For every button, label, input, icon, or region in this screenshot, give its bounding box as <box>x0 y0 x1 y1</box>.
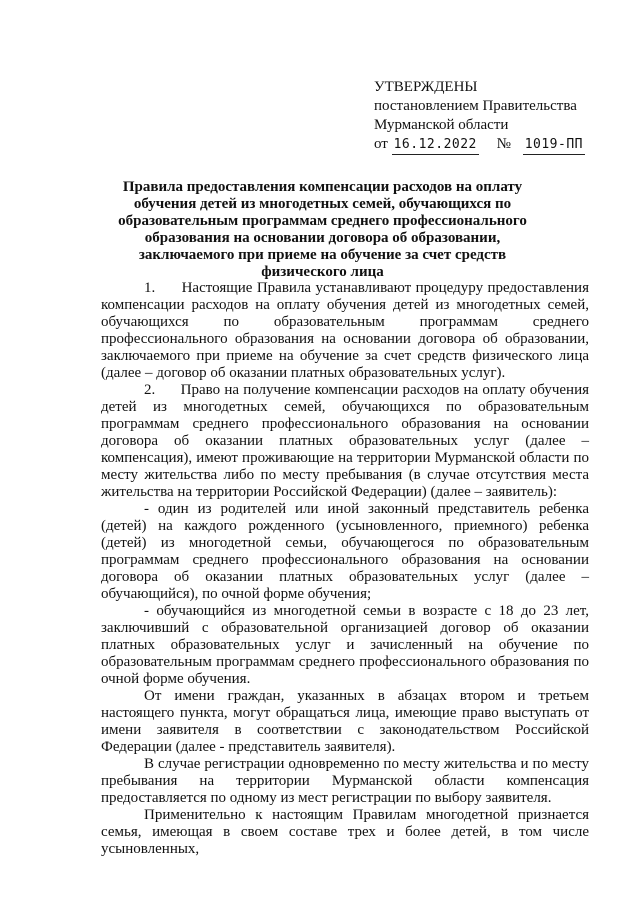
paragraph-6: В случае регистрации одновременно по месту жительства и по месту пребывания на территории Мурманской области компенсация предоставляется по одному из мест регистрации по выбору заявителя. <box>101 756 589 806</box>
paragraph-3: - один из родителей или иной законный представитель ребенка (детей) на каждого рожденного (усыновленного, приемного) ребенка (детей) из многодетной семьи, обучающегося по образовательным программам среднего профессионального образования на основании договора об оказании платных образовательных услуг (далее – обучающийся), по очной форме обучения; <box>101 501 589 602</box>
paragraph-1: 1. Настоящие Правила устанавливают процедуру предоставления компенсации расходов на оплату обучения детей из многодетных семей, обучающихся по образовательным программам среднего профессионального образования на основании договора об образовании, заключаемого при приеме на обучение за счет средств физического лица (далее – договор об оказании платных образовательных услуг). <box>101 280 589 381</box>
approval-date-prefix: от <box>374 136 388 152</box>
approval-date-line <box>374 135 614 155</box>
approval-stamp <box>374 78 614 155</box>
approval-date: 16.12.2022 <box>392 135 479 155</box>
document-body <box>101 280 589 858</box>
approval-number-sign: № <box>496 136 511 152</box>
paragraph-5: От имени граждан, указанных в абзацах втором и третьем настоящего пункта, могут обращаться лица, имеющие право выступать от имени заявителя в соответствии с законодательством Российской Федерации (далее - представитель заявителя). <box>101 688 589 755</box>
approval-heading: УТВЕРЖДЕНЫ <box>374 79 478 95</box>
paragraph-2: 2. Право на получение компенсации расходов на оплату обучения детей из многодетных семей, обучающихся по образовательным программам среднего профессионального образования на основании договора об оказании платных образовательных услуг (далее – компенсация), имеют проживающие на территории Мурманской области по месту жительства либо по месту пребывания (в случае отсутствия места жительства на территории Российской Федерации) (далее – заявитель): <box>101 382 589 500</box>
approval-number: 1019-ПП <box>523 135 585 155</box>
approval-line-1: постановлением Правительства <box>374 98 577 114</box>
paragraph-7: Применительно к настоящим Правилам многодетной признается семья, имеющая в своем составе трех и более детей, в том числе усыновленных, <box>101 807 589 857</box>
approval-line-2: Мурманской области <box>374 117 509 133</box>
paragraph-4: - обучающийся из многодетной семьи в возрасте с 18 до 23 лет, заключивший с образовательной организацией договор об оказании платных образовательных услуг и зачисленный на обучение по образовательным программам среднего профессионального образования по очной форме обучения. <box>101 603 589 687</box>
document-title: Правила предоставления компенсации расходов на оплату обучения детей из многодетных семей, обучающихся по образовательным программам среднего профессионального образования на основании договора об образовании, заключаемого при приеме на обучение за счет средств физического лица <box>118 179 527 280</box>
